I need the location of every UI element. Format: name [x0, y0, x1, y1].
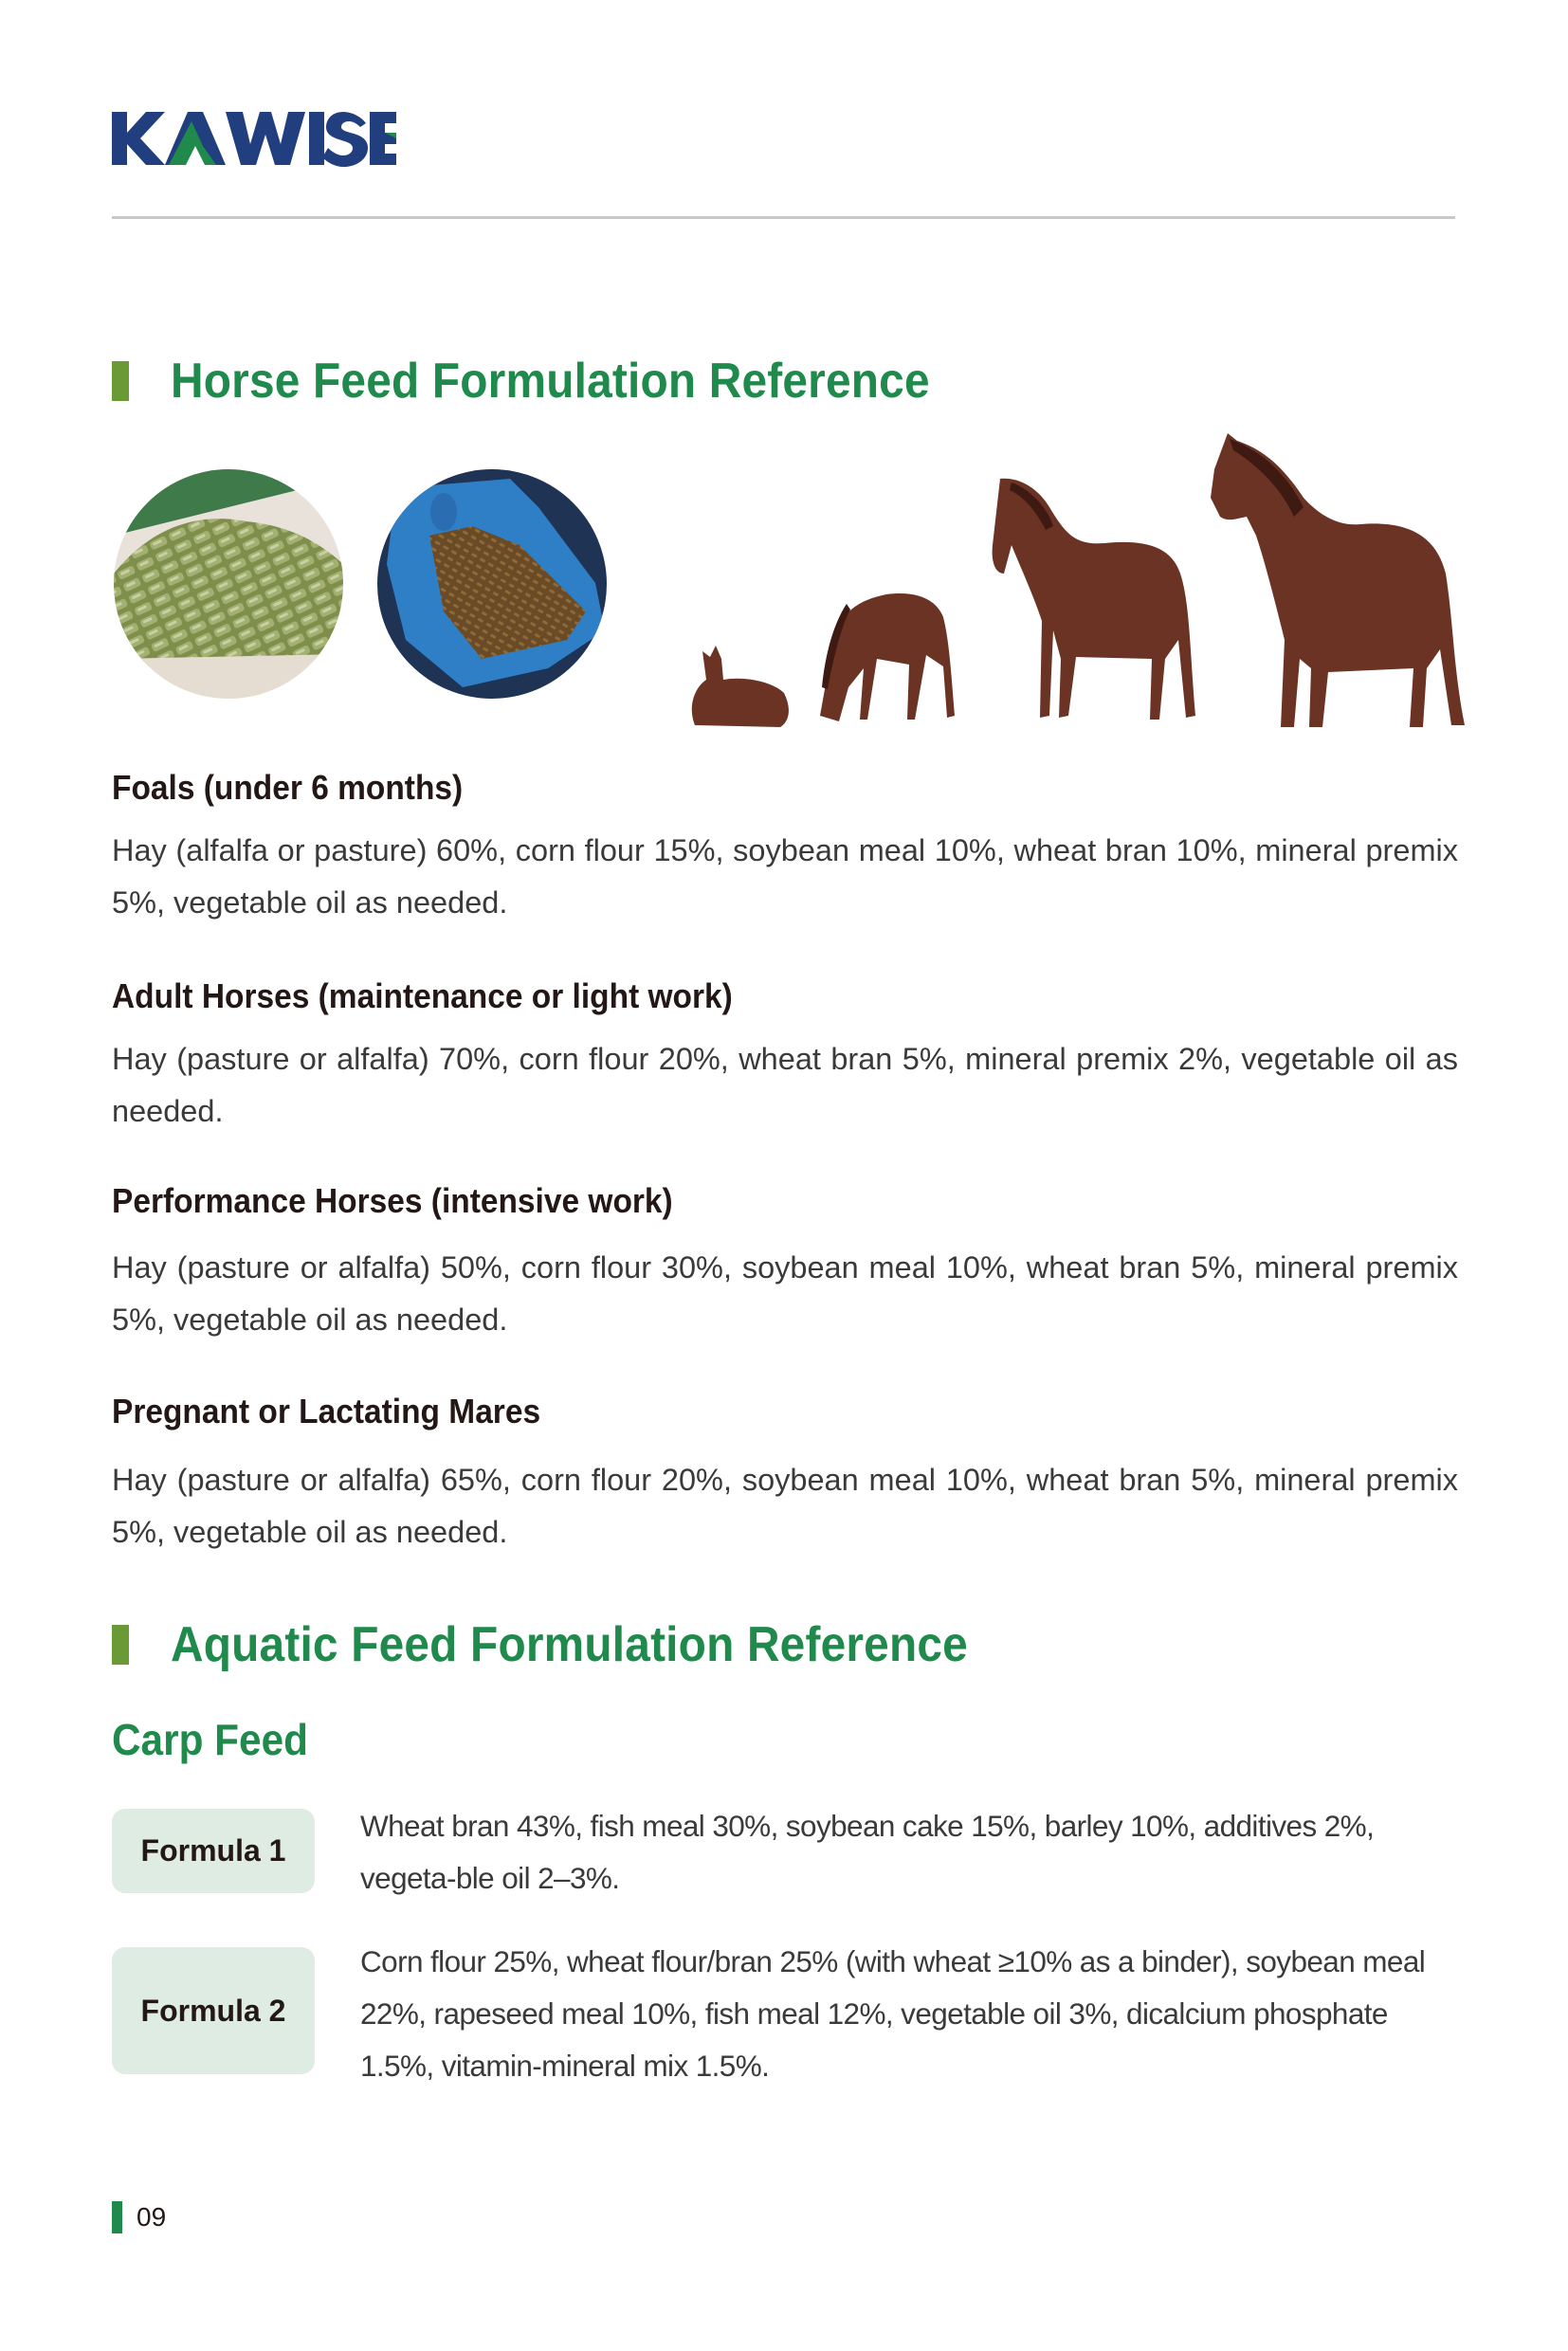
formula-2-text: Corn flour 25%, wheat flour/bran 25% (with wheat ≥10% as a binder), soybean meal 22%, rapeseed meal 10%, fish meal 12%, vegetable oil 3%, dicalcium phosphate 1.5%, vitamin-mineral mix 1.5%. [360, 1944, 1426, 2083]
horses-illustration-icon [678, 431, 1465, 735]
section-title: Horse Feed Formulation Reference [171, 354, 930, 409]
feed-scoop-brown-pellets-photo [377, 469, 607, 699]
section-marker [112, 361, 129, 401]
formula-2-badge [112, 1947, 315, 2074]
page-number [112, 2201, 166, 2233]
page-number-text: 09 [137, 2202, 167, 2232]
feed-scoop-image-icon [377, 469, 607, 699]
header-divider [112, 216, 1455, 219]
formula-1-text: Wheat bran 43%, fish meal 30%, soybean cake 15%, barley 10%, additives 2%, vegeta-ble oil 2–3%. [360, 1809, 1375, 1895]
formula-label: Formula 2 [140, 1993, 286, 2028]
foals-heading: Foals (under 6 months) [112, 768, 464, 807]
adult-horses-heading: Adult Horses (maintenance or light work) [112, 976, 733, 1015]
mares-heading: Pregnant or Lactating Mares [112, 1392, 541, 1431]
pellets-image-icon [114, 469, 343, 699]
carp-feed-heading: Carp Feed [112, 1715, 308, 1764]
adult-horses-formula-text: Hay (pasture or alfalfa) 70%, corn flour 20%, wheat bran 5%, mineral premix 2%, vegetable oil as needed. [112, 1042, 1458, 1128]
section-title: Aquatic Feed Formulation Reference [171, 1617, 968, 1672]
section-marker [112, 1625, 129, 1665]
aquatic-section-heading [112, 1616, 1037, 1673]
horse-section-heading [112, 353, 995, 410]
horse-growth-stages-illustration [678, 431, 1465, 735]
performance-horses-formula-text: Hay (pasture or alfalfa) 50%, corn flour 30%, soybean meal 10%, wheat bran 5%, mineral premix 5%, vegetable oil as needed. [112, 1250, 1458, 1337]
formula-label: Formula 1 [140, 1833, 286, 1868]
formula-1-badge [112, 1809, 315, 1893]
kawise-logo-icon [112, 110, 396, 167]
green-alfalfa-pellets-photo [114, 469, 343, 699]
foals-formula-text: Hay (alfalfa or pasture) 60%, corn flour 15%, soybean meal 10%, wheat bran 10%, mineral premix 5%, vegetable oil as needed. [112, 833, 1458, 920]
kawise-logo [112, 110, 396, 167]
page-marker [112, 2201, 122, 2233]
mares-formula-text: Hay (pasture or alfalfa) 65%, corn flour 20%, soybean meal 10%, wheat bran 5%, mineral premix 5%, vegetable oil as needed. [112, 1463, 1458, 1549]
performance-horses-heading: Performance Horses (intensive work) [112, 1181, 673, 1220]
